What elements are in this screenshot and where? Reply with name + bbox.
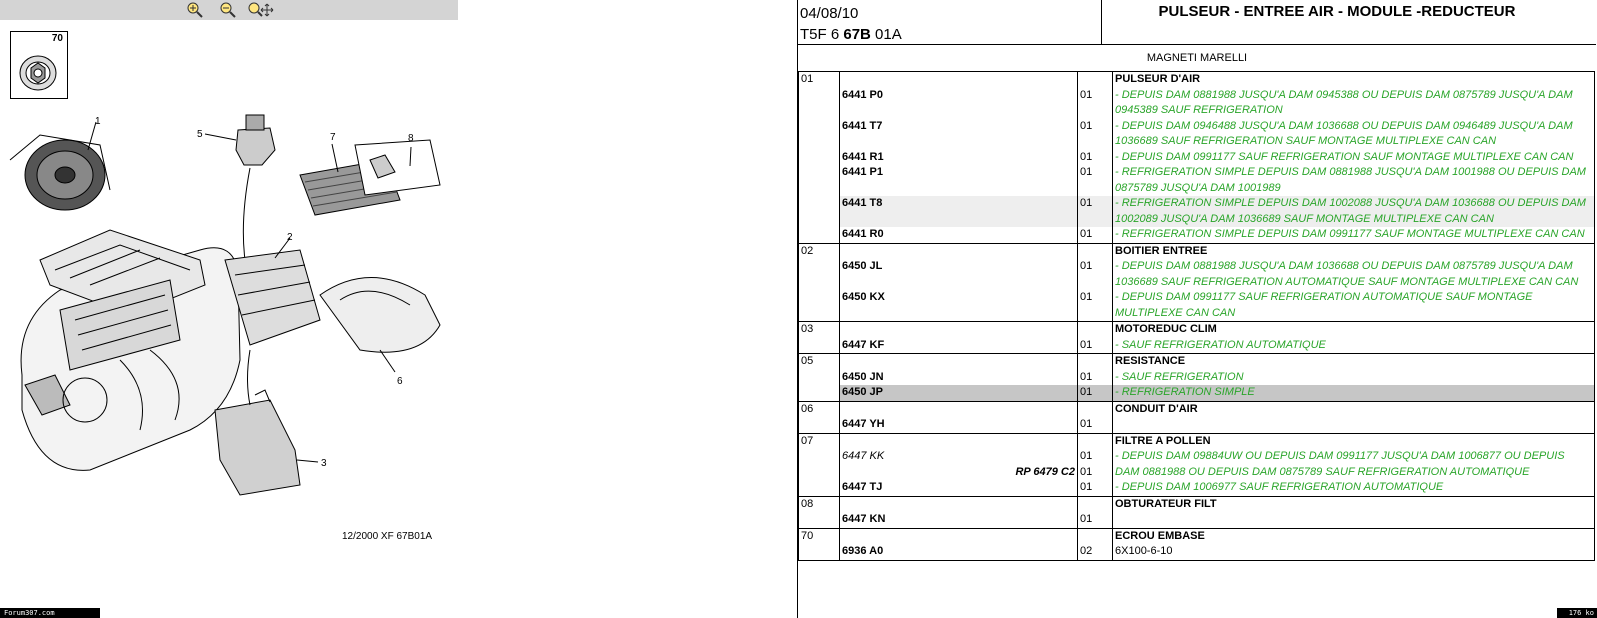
note-cell — [1113, 338, 1595, 354]
ref-cell — [840, 512, 1078, 528]
group-number-cell — [799, 196, 840, 227]
group-header — [799, 354, 1595, 370]
ref-suffix: 01A — [870, 26, 902, 43]
brand-label: MAGNETI MARELLI — [1146, 52, 1248, 64]
group-number-cell — [799, 150, 840, 166]
parts-table — [798, 71, 1595, 561]
part-reference[interactable]: 6441 R1 — [842, 150, 884, 163]
callout-1: 1 — [95, 116, 101, 127]
group-number: 06 — [799, 401, 840, 417]
group-header — [799, 528, 1595, 544]
part-note: - REFRIGERATION SIMPLE DEPUIS DAM 1002088 JUSQU'A DAM 1036688 OU DEPUIS DAM 1002089 JUSQU'A DAM 1036689 SAUF MONTAGE MULTIPLEXE CAN CAN — [1115, 197, 1586, 225]
part-note: - SAUF REFRIGERATION — [1115, 370, 1244, 383]
qty-cell — [1078, 417, 1113, 433]
qty-cell — [1078, 150, 1113, 166]
ref-cell — [840, 354, 1078, 370]
group-number: 08 — [799, 496, 840, 512]
ref-cell — [840, 119, 1078, 150]
part-note: - REFRIGERATION SIMPLE — [1115, 386, 1255, 398]
replacement-quantity: 01 — [1080, 465, 1093, 478]
group-number-cell — [799, 417, 840, 433]
part-note: - REFRIGERATION SIMPLE DEPUIS DAM 0881988 JUSQU'A DAM 1001988 OU DEPUIS DAM 0875789 JUSQU'A DAM 1001989 — [1115, 166, 1586, 194]
group-header — [799, 433, 1595, 449]
note-cell — [1113, 370, 1595, 386]
part-reference[interactable]: 6447 YH — [842, 418, 885, 430]
header-rule — [798, 44, 1596, 45]
zoom-in-icon[interactable] — [186, 1, 204, 19]
qty-cell — [1078, 433, 1113, 449]
callout-6: 6 — [397, 376, 403, 387]
part-reference[interactable]: 6441 P0 — [842, 88, 883, 101]
part-row[interactable] — [799, 227, 1595, 243]
ref-cell — [840, 544, 1078, 560]
ref-cell — [840, 290, 1078, 322]
part-row[interactable] — [799, 196, 1595, 227]
group-title: ECROU EMBASE — [1113, 528, 1595, 544]
qty-cell — [1078, 496, 1113, 512]
qty-cell — [1078, 243, 1113, 259]
part-reference[interactable]: 6441 R0 — [842, 228, 884, 240]
note-cell — [1113, 150, 1595, 166]
part-quantity: 01 — [1080, 291, 1093, 303]
group-title: RESISTANCE — [1113, 354, 1595, 370]
part-row[interactable] — [799, 449, 1595, 480]
part-row[interactable] — [799, 544, 1595, 560]
page-title: PULSEUR - ENTREE AIR - MODULE -REDUCTEUR — [1158, 3, 1516, 20]
note-cell — [1113, 88, 1595, 119]
ref-cell — [840, 165, 1078, 196]
part-quantity: 01 — [1080, 481, 1093, 493]
part-quantity: 01 — [1080, 166, 1093, 178]
qty-cell — [1078, 449, 1113, 480]
group-number-cell — [799, 259, 840, 290]
part-reference[interactable]: 6450 JL — [842, 260, 883, 272]
part-reference[interactable]: 6441 T8 — [842, 197, 883, 209]
ref-prefix: T5F 6 — [800, 26, 844, 43]
part-row[interactable] — [799, 88, 1595, 119]
ref-cell — [840, 480, 1078, 496]
callout-8: 8 — [408, 133, 414, 144]
part-quantity: 01 — [1080, 119, 1093, 132]
part-quantity: 01 — [1080, 513, 1093, 525]
part-quantity: 01 — [1080, 418, 1093, 430]
qty-cell — [1078, 528, 1113, 544]
group-number-cell — [799, 165, 840, 196]
ref-cell — [840, 338, 1078, 354]
part-note: - DEPUIS DAM 0991177 SAUF REFRIGERATION SAUF MONTAGE MULTIPLEXE CAN CAN — [1115, 150, 1574, 163]
qty-cell — [1078, 88, 1113, 119]
part-note: - DEPUIS DAM 09884UW OU DEPUIS DAM 0991177 JUSQU'A DAM 1006877 OU DEPUIS DAM 0881988 OU DEPUIS DAM 0875789 SAUF REFRIGERATION AUTOMATIQUE — [1115, 450, 1565, 478]
ref-cell — [840, 401, 1078, 417]
diagram-caption: 12/2000 XF 67B01A — [342, 531, 433, 542]
group-number-cell — [799, 338, 840, 354]
callout-5: 5 — [197, 129, 203, 140]
ref-cell — [840, 259, 1078, 290]
group-number: 70 — [799, 528, 840, 544]
ref-cell — [840, 370, 1078, 386]
exploded-diagram — [0, 110, 460, 530]
part-note: - DEPUIS DAM 0946488 JUSQU'A DAM 1036688 OU DEPUIS DAM 0946489 JUSQU'A DAM 1036689 SAUF REFRIGERATION SAUF MONTAGE MULTIPLEXE CAN CAN — [1115, 119, 1573, 147]
note-cell — [1113, 512, 1595, 528]
ref-cell — [840, 449, 1078, 480]
note-cell — [1113, 544, 1595, 560]
group-number: 03 — [799, 322, 840, 338]
zoom-out-icon[interactable] — [219, 1, 237, 19]
ref-cell — [840, 385, 1078, 401]
part-reference[interactable]: 6936 A0 — [842, 545, 884, 557]
qty-cell — [1078, 401, 1113, 417]
ref-cell — [840, 196, 1078, 227]
note-cell — [1113, 449, 1595, 480]
group-number-cell — [799, 480, 840, 496]
qty-cell — [1078, 385, 1113, 401]
qty-cell — [1078, 165, 1113, 196]
part-note: - DEPUIS DAM 1006977 SAUF REFRIGERATION AUTOMATIQUE — [1115, 481, 1444, 493]
part-reference[interactable]: 6450 JN — [842, 370, 884, 383]
part-row[interactable] — [799, 290, 1595, 322]
footer-watermark: Forum307.com — [0, 608, 100, 618]
group-number-cell — [799, 88, 840, 119]
part-row[interactable] — [799, 385, 1595, 401]
part-row[interactable] — [799, 165, 1595, 196]
note-cell — [1113, 227, 1595, 243]
group-title: PULSEUR D'AIR — [1113, 72, 1595, 88]
ref-cell — [840, 322, 1078, 338]
ref-cell — [840, 433, 1078, 449]
group-header — [799, 243, 1595, 259]
zoom-toolbar — [0, 0, 458, 20]
ref-cell — [840, 150, 1078, 166]
nut-thumbnail[interactable] — [10, 31, 68, 99]
group-number-cell — [799, 449, 840, 480]
part-note: - DEPUIS DAM 0881988 JUSQU'A DAM 1036688 OU DEPUIS DAM 0875789 JUSQU'A DAM 1036689 SAUF REFRIGERATION AUTOMATIQUE SAUF MONTAGE MULTIPLEXE CAN CAN — [1115, 260, 1579, 288]
part-quantity: 01 — [1080, 260, 1093, 272]
header-date: 04/08/10 — [800, 5, 859, 22]
note-cell — [1113, 417, 1595, 433]
diagram-pane — [0, 0, 780, 618]
qty-cell — [1078, 512, 1113, 528]
note-cell — [1113, 385, 1595, 401]
note-cell — [1113, 165, 1595, 196]
part-quantity: 01 — [1080, 450, 1093, 462]
group-number-cell — [799, 227, 840, 243]
part-row[interactable] — [799, 338, 1595, 354]
group-number: 01 — [799, 72, 840, 88]
qty-cell — [1078, 196, 1113, 227]
ref-cell — [840, 227, 1078, 243]
part-quantity: 01 — [1080, 88, 1093, 101]
part-quantity: 01 — [1080, 150, 1093, 163]
part-reference[interactable]: 6447 KN — [842, 513, 886, 525]
part-quantity: 02 — [1080, 545, 1093, 557]
part-note: - DEPUIS DAM 0991177 SAUF REFRIGERATION AUTOMATIQUE SAUF MONTAGE MULTIPLEXE CAN CAN — [1115, 291, 1533, 319]
part-row[interactable] — [799, 480, 1595, 496]
part-row[interactable] — [799, 119, 1595, 150]
note-cell — [1113, 119, 1595, 150]
part-note: - SAUF REFRIGERATION AUTOMATIQUE — [1115, 338, 1326, 351]
qty-cell — [1078, 72, 1113, 88]
qty-cell — [1078, 227, 1113, 243]
note-cell — [1113, 290, 1595, 322]
part-note: 6X100-6-10 — [1115, 545, 1173, 557]
group-header — [799, 72, 1595, 88]
note-cell — [1113, 259, 1595, 290]
part-reference[interactable]: 6441 T7 — [842, 119, 883, 132]
replacement-reference[interactable]: RP 6479 C2 — [1015, 465, 1075, 478]
ref-cell — [840, 496, 1078, 512]
part-quantity: 01 — [1080, 370, 1093, 383]
group-number: 02 — [799, 243, 840, 259]
group-title: FILTRE A POLLEN — [1113, 433, 1595, 449]
callout-7: 7 — [330, 132, 336, 143]
qty-cell — [1078, 119, 1113, 150]
file-size: 176 ko — [1557, 608, 1597, 618]
part-reference[interactable]: 6447 KF — [842, 338, 885, 351]
ref-cell — [840, 528, 1078, 544]
group-header — [799, 496, 1595, 512]
group-title: MOTOREDUC CLIM — [1113, 322, 1595, 338]
group-number-cell — [799, 119, 840, 150]
part-row[interactable] — [799, 417, 1595, 433]
zoom-pan-icon[interactable] — [247, 1, 275, 19]
qty-cell — [1078, 370, 1113, 386]
part-reference[interactable]: 6450 KX — [842, 291, 885, 303]
part-row[interactable] — [799, 370, 1595, 386]
callout-3: 3 — [321, 458, 327, 469]
group-number-cell — [799, 385, 840, 401]
part-note: - REFRIGERATION SIMPLE DEPUIS DAM 0991177 SAUF MONTAGE MULTIPLEXE CAN CAN — [1115, 228, 1585, 240]
part-quantity: 01 — [1080, 338, 1093, 351]
part-note: - DEPUIS DAM 0881988 JUSQU'A DAM 0945388 OU DEPUIS DAM 0875789 JUSQU'A DAM 0945389 SAUF REFRIGERATION — [1115, 88, 1573, 116]
group-number-cell — [799, 512, 840, 528]
part-quantity: 01 — [1080, 386, 1093, 398]
group-number-cell — [799, 370, 840, 386]
ref-cell — [840, 72, 1078, 88]
note-cell — [1113, 480, 1595, 496]
group-number-cell — [799, 290, 840, 322]
group-number: 05 — [799, 354, 840, 370]
part-quantity: 01 — [1080, 228, 1093, 240]
qty-cell — [1078, 544, 1113, 560]
part-row[interactable] — [799, 512, 1595, 528]
group-header — [799, 401, 1595, 417]
header-reference — [800, 26, 902, 43]
group-title: OBTURATEUR FILT — [1113, 496, 1595, 512]
qty-cell — [1078, 354, 1113, 370]
group-number: 07 — [799, 433, 840, 449]
part-reference[interactable]: 6447 KK — [842, 450, 885, 462]
qty-cell — [1078, 322, 1113, 338]
qty-cell — [1078, 259, 1113, 290]
ref-cell — [840, 88, 1078, 119]
ref-cell — [840, 417, 1078, 433]
group-number-cell — [799, 544, 840, 560]
thumbnail-number: 70 — [51, 33, 63, 44]
part-reference[interactable]: 6441 P1 — [842, 166, 883, 178]
group-title: CONDUIT D'AIR — [1113, 401, 1595, 417]
part-row[interactable] — [799, 150, 1595, 166]
qty-cell — [1078, 480, 1113, 496]
qty-cell — [1078, 338, 1113, 354]
ref-bold: 67B — [843, 26, 871, 43]
parts-pane — [798, 0, 1597, 618]
part-row[interactable] — [799, 259, 1595, 290]
callout-2: 2 — [287, 232, 293, 243]
ref-cell — [840, 243, 1078, 259]
group-header — [799, 322, 1595, 338]
part-reference[interactable]: 6450 JP — [842, 386, 883, 398]
part-reference[interactable]: 6447 TJ — [842, 481, 883, 493]
part-quantity: 01 — [1080, 197, 1093, 209]
qty-cell — [1078, 290, 1113, 322]
group-title: BOITIER ENTREE — [1113, 243, 1595, 259]
note-cell — [1113, 196, 1595, 227]
